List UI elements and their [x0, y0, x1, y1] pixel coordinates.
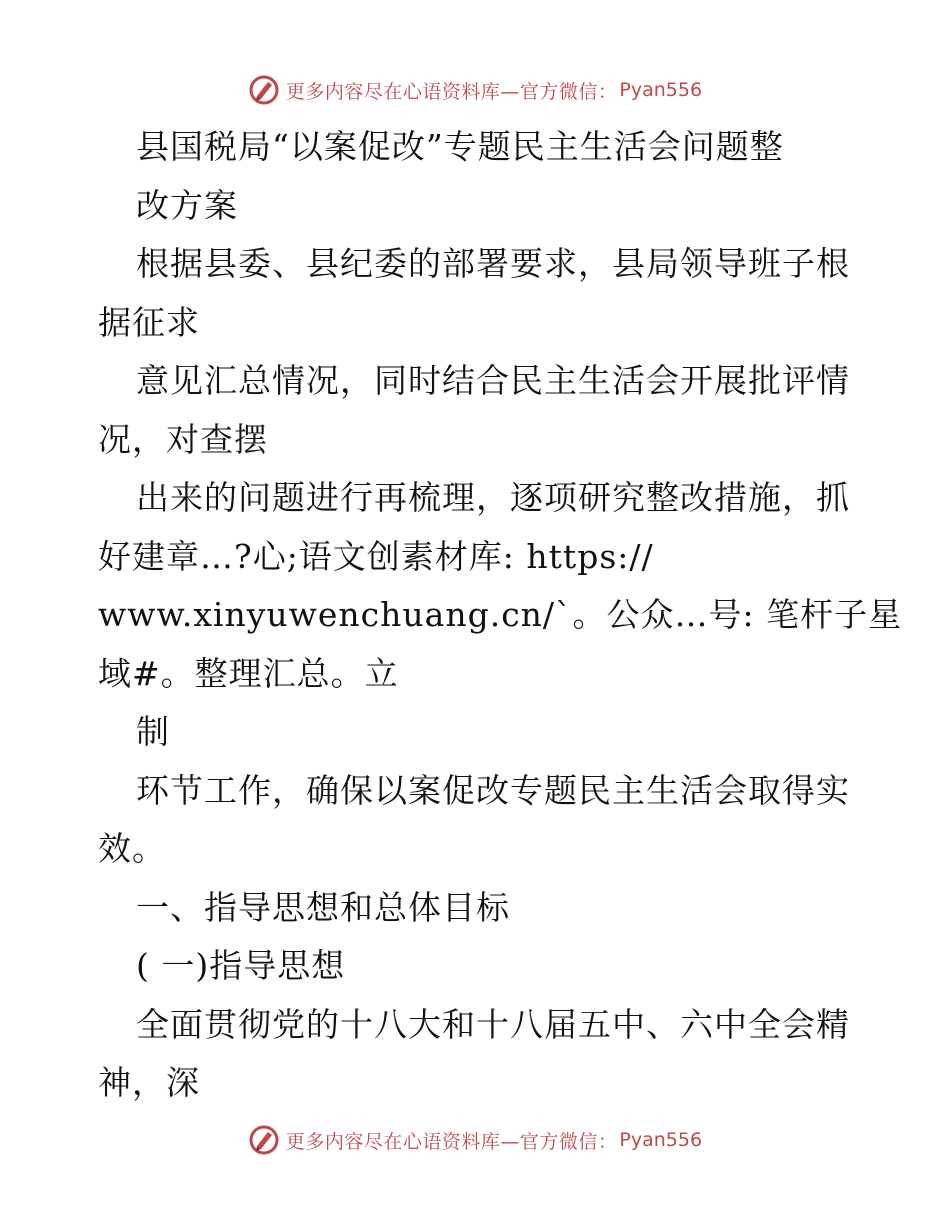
watermark-text: 更多内容尽在心语资料库—官方微信：	[285, 80, 618, 103]
subsection-heading: ( 一)指导思想	[136, 946, 346, 985]
document-title-line-2: 改方案	[136, 185, 238, 225]
footer-watermark	[0, 1122, 950, 1158]
text-line: 制	[136, 712, 170, 751]
text-line: 域#。整理汇总。立	[98, 653, 399, 693]
document-title-line-1: 县国税局“以案促改”专题民主生活会问题整	[136, 127, 784, 166]
text-line: 环节工作，确保以案促改专题民主生活会取得实	[136, 770, 850, 810]
document-body	[98, 118, 903, 1113]
text-line: 意见汇总情况，同时结合民主生活会开展批评情	[136, 361, 850, 400]
text-line: 据征求	[98, 302, 200, 342]
text-line: 全面贯彻党的十八大和十八届五中、六中全会精	[136, 1004, 850, 1044]
text-line: 况，对查摆	[98, 419, 268, 459]
logo-icon	[248, 1124, 280, 1156]
text-line: 神，深	[98, 1063, 200, 1102]
watermark-wechat-id: Pyan556	[619, 1129, 703, 1151]
watermark-wechat-id: Pyan556	[619, 79, 703, 101]
text-line: www.xinyuwenchuang.cn/`。公众…号: 笔杆子星	[98, 595, 903, 634]
section-heading: 一、指导思想和总体目标	[136, 887, 510, 927]
text-line: 根据县委、县纪委的部署要求，县局领导班子根	[136, 244, 850, 283]
text-line: 好建章…?心;语文创素材库: https://	[98, 536, 654, 576]
text-line: 出来的问题进行再梳理，逐项研究整改措施，抓	[136, 478, 850, 517]
logo-icon	[248, 74, 280, 106]
text-line: 效。	[98, 829, 166, 868]
watermark-text: 更多内容尽在心语资料库—官方微信：	[285, 1130, 618, 1153]
header-watermark	[0, 72, 950, 108]
